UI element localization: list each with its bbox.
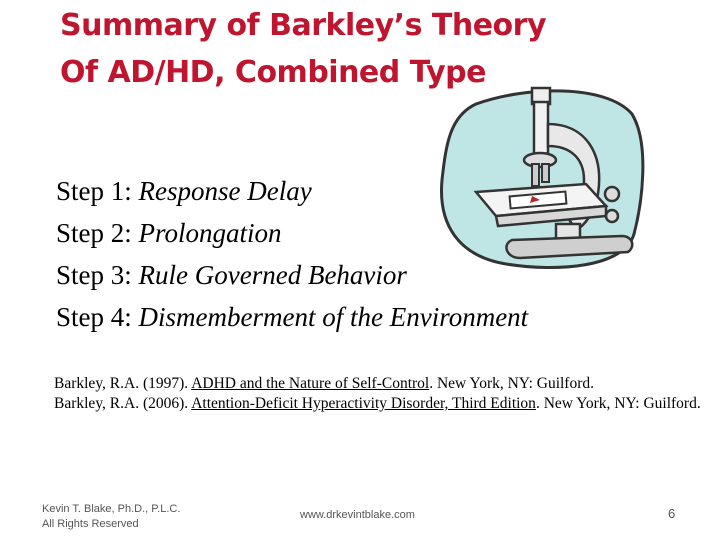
references	[54, 374, 714, 414]
reference-item: Barkley, R.A. (1997). ADHD and the Nature of Self-Control. New York, NY: Guilford.	[54, 375, 595, 392]
steps-list	[56, 170, 676, 338]
reference-work-title: ADHD and the Nature of Self-Control	[191, 375, 430, 392]
step-value: Response Delay	[138, 176, 312, 206]
step-item: Step 3: Rule Governed Behavior	[56, 260, 407, 290]
footer-author	[42, 502, 180, 532]
slide-title	[60, 2, 620, 96]
footer-website: www.drkevintblake.com	[300, 509, 415, 521]
slide-number: 6	[668, 506, 676, 521]
step-value: Rule Governed Behavior	[138, 260, 407, 290]
reference-work-title: Attention-Deficit Hyperactivity Disorder, Third Edition	[191, 395, 536, 412]
slide-title-line-1: Summary of Barkley’s Theory	[60, 8, 546, 43]
slide-title-line-2: Of AD/HD, Combined Type	[60, 55, 486, 90]
footer-author-name: Kevin T. Blake, Ph.D., P.L.C.	[42, 503, 181, 515]
step-item: Step 1: Response Delay	[56, 176, 312, 206]
step-value: Prolongation	[138, 218, 282, 248]
footer-rights: All Rights Reserved	[42, 518, 139, 530]
step-item: Step 2: Prolongation	[56, 218, 282, 248]
step-value: Dismemberment of the Environment	[138, 302, 529, 332]
reference-item: Barkley, R.A. (2006). Attention-Deficit Hyperactivity Disorder, Third Edition. New York, NY: Guilford.	[54, 395, 701, 412]
step-item: Step 4: Dismemberment of the Environment	[56, 302, 529, 332]
